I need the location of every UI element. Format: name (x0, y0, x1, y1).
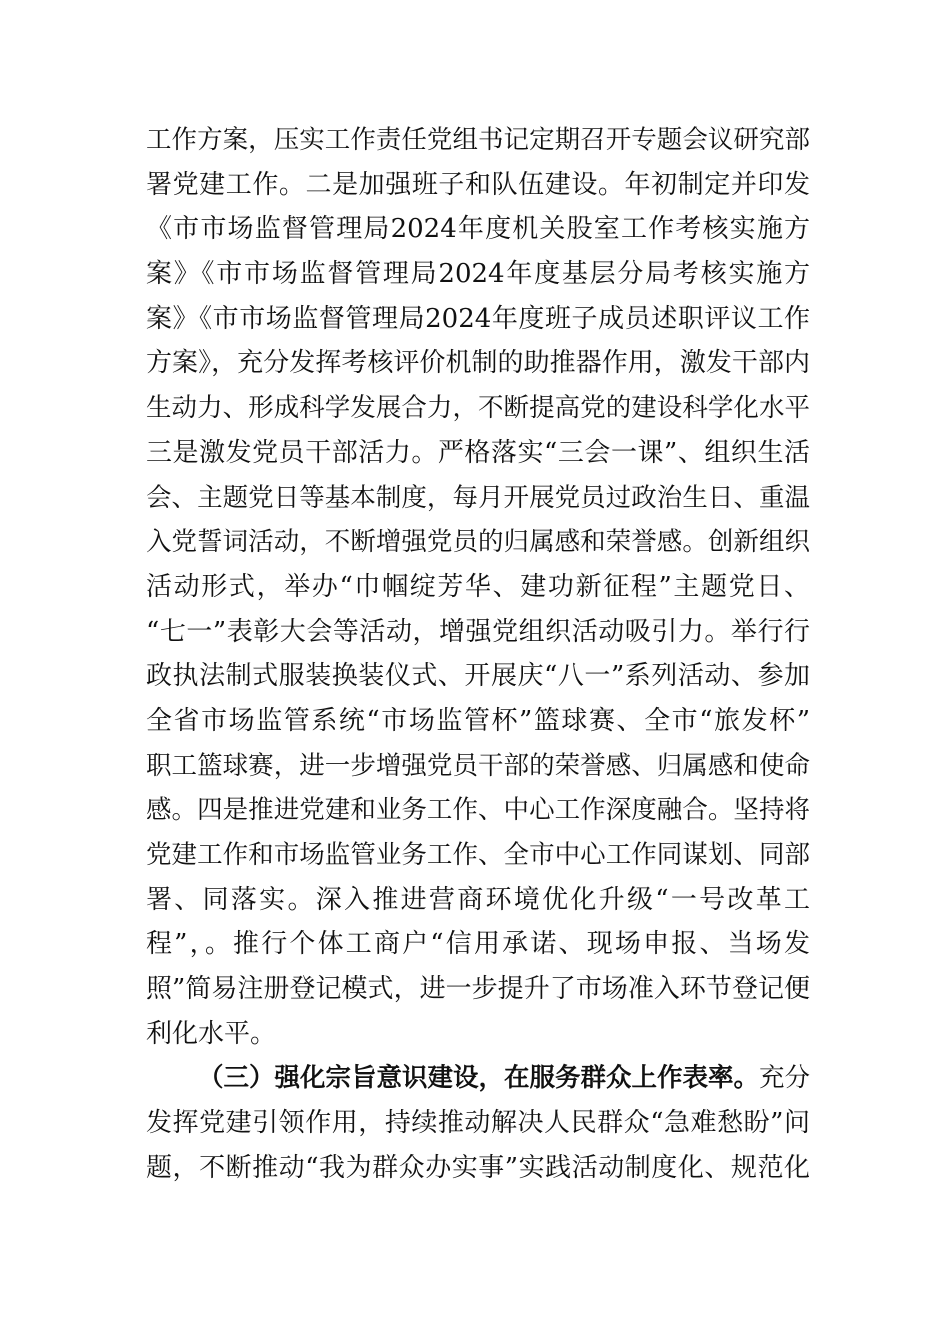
text-line: 生动力、形成科学发展合力，不断提高党的建设科学化水平 (146, 393, 810, 424)
text-line: 感。四是推进党建和业务工作、中心工作深度融合。坚持将 (146, 795, 810, 826)
text-line-with-heading (146, 1056, 810, 1101)
text-line: 发挥党建引领作用，持续推动解决人民群众“急难愁盼”问 (146, 1108, 810, 1139)
paragraph-1 (146, 118, 810, 1056)
text-line: 署、同落实。深入推进营商环境优化升级“一号改革工 (146, 884, 810, 915)
text-line: 政执法制式服装换装仪式、开展庆“八一”系列活动、参加 (146, 661, 810, 692)
body-text (146, 118, 810, 1191)
text-line: 职工篮球赛，进一步增强党员干部的荣誉感、归属感和使命 (146, 750, 810, 781)
text-line: 工作方案，压实工作责任党组书记定期召开专题会议研究部 (146, 125, 810, 155)
text-line: 会、主题党日等基本制度，每月开展党员过政治生日、重温 (146, 482, 810, 513)
text-line: 程”，。推行个体工商户“信用承诺、现场申报、当场发 (146, 929, 810, 960)
text-line: “七一”表彰大会等活动，增强党组织活动吸引力。举行行 (146, 616, 810, 647)
text-line: 利化水平。 (146, 1018, 277, 1049)
text-line: 方案》，充分发挥考核评价机制的助推器作用，激发干部内 (146, 348, 810, 379)
text-line: 党建工作和市场监管业务工作、全市中心工作同谋划、同部 (146, 840, 810, 870)
text-line: 案》《市市场监督管理局2024年度基层分局考核实施方 (146, 259, 810, 290)
text-line: 照”简易注册登记模式，进一步提升了市场准入环节登记便 (146, 974, 810, 1005)
text-line: 三是激发党员干部活力。严格落实“三会一课”、组织生活 (146, 437, 810, 468)
text-line: 活动形式，举办“巾帼绽芳华、建功新征程”主题党日、 (146, 571, 810, 602)
text-line: 入党誓词活动，不断增强党员的归属感和荣誉感。创新组织 (146, 527, 810, 558)
text-line: 署党建工作。二是加强班子和队伍建设。年初制定并印发 (146, 169, 810, 200)
text-line: 题，不断推动“我为群众办实事”实践活动制度化、规范化 (146, 1152, 810, 1183)
heading-line-rest: 充分 (759, 1063, 811, 1094)
section-heading: （三）强化宗旨意识建设，在服务群众上作表率。 (198, 1063, 760, 1094)
paragraph-2 (146, 1056, 810, 1190)
text-line: 案》《市市场监督管理局2024年度班子成员述职评议工作 (146, 303, 810, 334)
text-line: 全省市场监管系统“市场监管杯”篮球赛、全市“旅发杯” (146, 705, 810, 736)
text-line: 《市市场监督管理局2024年度机关股室工作考核实施方 (146, 214, 810, 245)
